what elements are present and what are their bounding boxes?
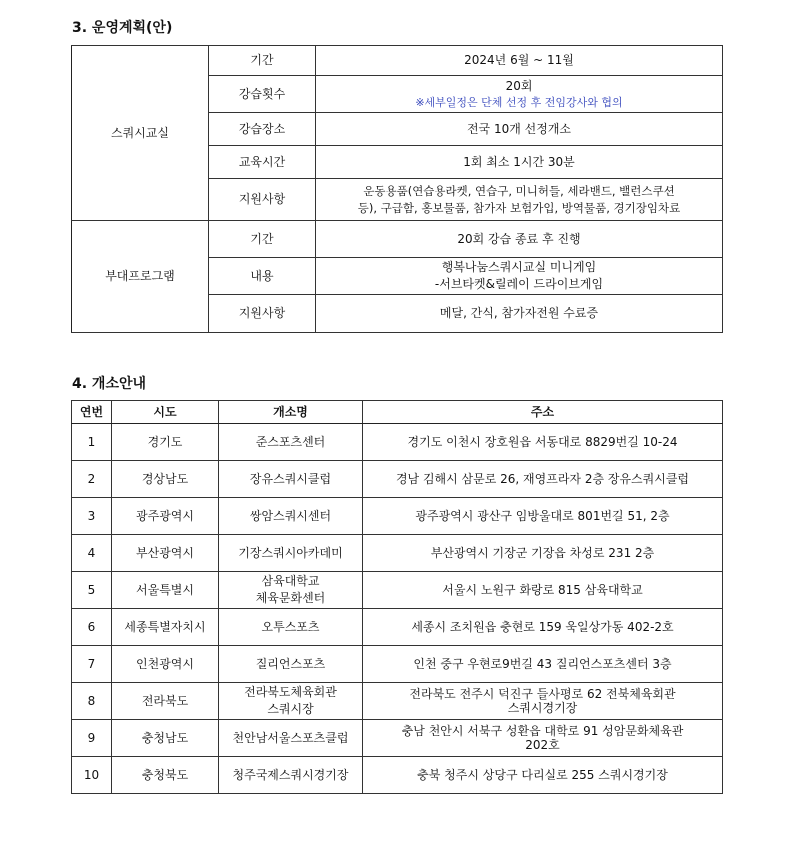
row-address: 충북 청주시 상당구 다리실로 255 스쿼시경기장 [363,757,723,794]
row-label: 교육시간 [209,146,316,179]
row-site-name: 장유스쿼시클럽 [219,461,363,498]
row-address: 경남 김해시 삼문로 26, 재영프라자 2층 장유스쿼시클럽 [363,461,723,498]
row-number: 4 [72,535,112,572]
row-address: 부산광역시 기장군 기장읍 차성로 231 2층 [363,535,723,572]
table-row [72,683,723,720]
row-region: 경상남도 [112,461,219,498]
row-site-name: 청주국제스쿼시경기장 [219,757,363,794]
row-site-name: 삼육대학교 체육문화센터 [219,572,363,609]
row-site-name: 전라북도체육회관 스쿼시장 [219,683,363,720]
group-name: 스쿼시교실 [72,46,209,221]
row-value: 메달, 간식, 참가자전원 수료증 [316,295,723,333]
row-number: 10 [72,757,112,794]
row-label: 지원사항 [209,295,316,333]
row-value: 20회 강습 종료 후 진행 [316,221,723,258]
row-address: 광주광역시 광산구 임방울대로 801번길 51, 2층 [363,498,723,535]
row-number: 6 [72,609,112,646]
section-4-title: 4. 개소안내 [72,376,147,392]
row-label: 강습장소 [209,113,316,146]
group-name: 부대프로그램 [72,221,209,333]
table-row [72,572,723,609]
row-region: 충청북도 [112,757,219,794]
operation-plan-table [71,45,723,333]
row-region: 인천광역시 [112,646,219,683]
header-region: 시도 [112,401,219,424]
row-site-name: 오투스포츠 [219,609,363,646]
row-value: 2024년 6월 ~ 11월 [316,46,723,76]
row-address: 세종시 조치원읍 충현로 159 욱일상가동 402-2호 [363,609,723,646]
row-value: 운동용품(연습용라켓, 연습구, 미니허들, 세라밴드, 밸런스쿠션 등), 구급함, 홍보물품, 참가자 보험가입, 방역물품, 경기장임차료 [316,179,723,221]
schedule-note: ※세부일정은 단체 선정 후 전임강사와 협의 [415,96,623,109]
row-region: 경기도 [112,424,219,461]
row-region: 광주광역시 [112,498,219,535]
row-address: 서울시 노원구 화랑로 815 삼육대학교 [363,572,723,609]
row-site-name: 기장스쿼시아카데미 [219,535,363,572]
row-site-name: 준스포츠센터 [219,424,363,461]
table-row [72,424,723,461]
header-no: 연번 [72,401,112,424]
section-3-title: 3. 운영계획(안) [72,20,173,36]
row-region: 서울특별시 [112,572,219,609]
row-label: 기간 [209,46,316,76]
row-number: 7 [72,646,112,683]
row-address: 전라북도 전주시 덕진구 들사평로 62 전북체육회관 스쿼시경기장 [363,683,723,720]
row-site-name: 질리언스포츠 [219,646,363,683]
row-number: 2 [72,461,112,498]
table-row [72,757,723,794]
row-label: 지원사항 [209,179,316,221]
row-number: 9 [72,720,112,757]
table-row [72,720,723,757]
row-label: 기간 [209,221,316,258]
table-row [72,535,723,572]
row-label: 내용 [209,258,316,295]
row-address: 경기도 이천시 장호원읍 서동대로 8829번길 10-24 [363,424,723,461]
row-region: 부산광역시 [112,535,219,572]
site-list-table [71,400,723,794]
table-row [72,461,723,498]
row-number: 3 [72,498,112,535]
table-row [72,646,723,683]
row-label: 강습횟수 [209,76,316,113]
row-site-name: 천안남서울스포츠클럽 [219,720,363,757]
row-region: 전라북도 [112,683,219,720]
row-address: 충남 천안시 서북구 성환읍 대학로 91 성암문화체육관 202호 [363,720,723,757]
row-address: 인천 중구 우현로9번길 43 질리언스포츠센터 3층 [363,646,723,683]
row-value: 행복나눔스쿼시교실 미니게임 -서브타켓&릴레이 드라이브게임 [316,258,723,295]
header-site-name: 개소명 [219,401,363,424]
row-value: 20회 ※세부일정은 단체 선정 후 전임강사와 협의 [316,76,723,113]
table-row [72,498,723,535]
row-number: 8 [72,683,112,720]
table-row [72,609,723,646]
row-region: 충청남도 [112,720,219,757]
row-region: 세종특별자치시 [112,609,219,646]
header-address: 주소 [363,401,723,424]
row-value: 전국 10개 선정개소 [316,113,723,146]
row-value: 1회 최소 1시간 30분 [316,146,723,179]
row-number: 5 [72,572,112,609]
row-site-name: 쌍암스쿼시센터 [219,498,363,535]
row-number: 1 [72,424,112,461]
